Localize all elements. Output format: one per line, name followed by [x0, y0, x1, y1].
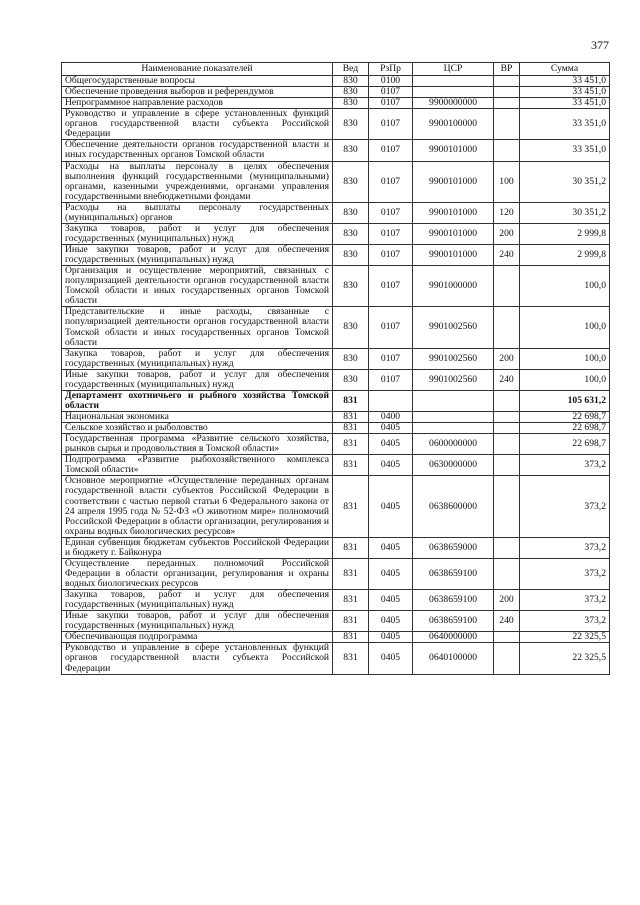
- cell-name: Закупка товаров, работ и услуг для обеспечения государственных (муниципальных) нужд: [62, 348, 333, 369]
- cell-name: Обеспечение проведения выборов и референдумов: [62, 87, 333, 98]
- cell-rzpr: 0107: [369, 307, 413, 348]
- cell-sum: 22 325,5: [520, 643, 610, 674]
- cell-csr: 9900101000: [413, 161, 494, 202]
- cell-ved: 831: [333, 611, 369, 632]
- cell-rzpr: 0107: [369, 109, 413, 140]
- table-row: [62, 455, 610, 476]
- cell-name: Иные закупки товаров, работ и услуг для обеспечения государственных (муниципальных) нужд: [62, 369, 333, 390]
- cell-vr: 240: [494, 369, 520, 390]
- cell-ved: 831: [333, 558, 369, 589]
- cell-vr: 120: [494, 202, 520, 223]
- table-row: [62, 87, 610, 98]
- cell-rzpr: 0107: [369, 266, 413, 307]
- cell-name: Закупка товаров, работ и услуг для обеспечения государственных (муниципальных) нужд: [62, 590, 333, 611]
- cell-rzpr: 0107: [369, 223, 413, 244]
- cell-rzpr: 0405: [369, 611, 413, 632]
- cell-sum: 373,2: [520, 537, 610, 558]
- cell-rzpr: 0405: [369, 632, 413, 643]
- table-row: [62, 98, 610, 109]
- table-row: [62, 76, 610, 87]
- header-ved: Вед: [333, 63, 369, 76]
- table-row: [62, 266, 610, 307]
- cell-vr: [494, 537, 520, 558]
- table-row: [62, 245, 610, 266]
- cell-rzpr: 0405: [369, 455, 413, 476]
- table-row: [62, 369, 610, 390]
- cell-name: Расходы на выплаты персоналу государственных (муниципальных) органов: [62, 202, 333, 223]
- cell-name: Представительские и иные расходы, связанные с популяризацией деятельности органов государственной власти Томской области и иных государственных органов Томской области: [62, 307, 333, 348]
- cell-rzpr: 0405: [369, 537, 413, 558]
- table-row: [62, 558, 610, 589]
- cell-vr: [494, 390, 520, 411]
- cell-sum: 30 351,2: [520, 161, 610, 202]
- cell-rzpr: 0100: [369, 76, 413, 87]
- cell-sum: 100,0: [520, 266, 610, 307]
- table-row: [62, 307, 610, 348]
- cell-csr: 9900100000: [413, 109, 494, 140]
- cell-name: Общегосударственные вопросы: [62, 76, 333, 87]
- cell-sum: 373,2: [520, 611, 610, 632]
- cell-rzpr: 0405: [369, 590, 413, 611]
- header-name: Наименование показателей: [62, 63, 333, 76]
- cell-ved: 830: [333, 109, 369, 140]
- cell-rzpr: 0107: [369, 348, 413, 369]
- cell-sum: 105 631,2: [520, 390, 610, 411]
- cell-ved: 831: [333, 537, 369, 558]
- cell-csr: 0638600000: [413, 476, 494, 537]
- table-row: [62, 643, 610, 674]
- header-rzpr: РзПр: [369, 63, 413, 76]
- cell-name: Осуществление переданных полномочий Российской Федерации в области организации, регулирования и охраны водных биологических ресурсов: [62, 558, 333, 589]
- cell-sum: 373,2: [520, 455, 610, 476]
- cell-name: Сельское хозяйство и рыболовство: [62, 423, 333, 434]
- table-row: [62, 390, 610, 411]
- cell-name: Обеспечивающая подпрограмма: [62, 632, 333, 643]
- cell-rzpr: 0107: [369, 140, 413, 161]
- cell-csr: 0638659000: [413, 537, 494, 558]
- cell-rzpr: 0405: [369, 558, 413, 589]
- cell-ved: 831: [333, 632, 369, 643]
- cell-ved: 830: [333, 98, 369, 109]
- cell-vr: 200: [494, 223, 520, 244]
- cell-ved: 830: [333, 140, 369, 161]
- cell-ved: 830: [333, 161, 369, 202]
- header-sum: Сумма: [520, 63, 610, 76]
- table-row: [62, 223, 610, 244]
- cell-ved: 830: [333, 223, 369, 244]
- cell-vr: [494, 412, 520, 423]
- cell-vr: [494, 476, 520, 537]
- cell-csr: 9901002560: [413, 307, 494, 348]
- cell-ved: 831: [333, 590, 369, 611]
- cell-ved: 830: [333, 76, 369, 87]
- cell-vr: [494, 266, 520, 307]
- cell-ved: 831: [333, 643, 369, 674]
- cell-sum: 33 351,0: [520, 140, 610, 161]
- cell-vr: 200: [494, 590, 520, 611]
- table-row: [62, 109, 610, 140]
- cell-name: Обеспечение деятельности органов государственной власти и иных государственных органов Томской области: [62, 140, 333, 161]
- cell-csr: 9901002560: [413, 369, 494, 390]
- cell-sum: 33 451,0: [520, 76, 610, 87]
- cell-vr: 240: [494, 245, 520, 266]
- cell-name: Департамент охотничьего и рыбного хозяйства Томской области: [62, 390, 333, 411]
- cell-rzpr: 0107: [369, 202, 413, 223]
- cell-name: Национальная экономика: [62, 412, 333, 423]
- cell-ved: 831: [333, 476, 369, 537]
- cell-rzpr: 0107: [369, 245, 413, 266]
- cell-sum: 22 698,7: [520, 434, 610, 455]
- cell-ved: 831: [333, 423, 369, 434]
- cell-rzpr: 0400: [369, 412, 413, 423]
- table-row: [62, 476, 610, 537]
- budget-table: [61, 62, 610, 675]
- cell-ved: 830: [333, 348, 369, 369]
- cell-csr: 0638659100: [413, 558, 494, 589]
- cell-csr: 9901002560: [413, 348, 494, 369]
- cell-csr: [413, 412, 494, 423]
- cell-vr: 200: [494, 348, 520, 369]
- cell-vr: [494, 632, 520, 643]
- cell-csr: 0640000000: [413, 632, 494, 643]
- cell-vr: [494, 558, 520, 589]
- cell-ved: 830: [333, 245, 369, 266]
- cell-rzpr: 0405: [369, 434, 413, 455]
- cell-csr: 0600000000: [413, 434, 494, 455]
- table-row: [62, 423, 610, 434]
- cell-sum: 22 325,5: [520, 632, 610, 643]
- cell-vr: 100: [494, 161, 520, 202]
- cell-name: Расходы на выплаты персоналу в целях обеспечения выполнения функций государственными (муниципальными) органами, казенными учреждениями, органами управления государственными внебюджетными фондами: [62, 161, 333, 202]
- cell-ved: 830: [333, 202, 369, 223]
- cell-vr: [494, 109, 520, 140]
- cell-ved: 831: [333, 412, 369, 423]
- cell-vr: [494, 140, 520, 161]
- cell-ved: 831: [333, 390, 369, 411]
- cell-ved: 830: [333, 307, 369, 348]
- cell-sum: 22 698,7: [520, 423, 610, 434]
- table-row: [62, 632, 610, 643]
- cell-csr: 9900101000: [413, 202, 494, 223]
- cell-sum: 373,2: [520, 590, 610, 611]
- cell-csr: 0638659100: [413, 590, 494, 611]
- cell-ved: 831: [333, 434, 369, 455]
- cell-ved: 830: [333, 87, 369, 98]
- cell-csr: 0640100000: [413, 643, 494, 674]
- cell-name: Иные закупки товаров, работ и услуг для обеспечения государственных (муниципальных) нужд: [62, 245, 333, 266]
- cell-csr: [413, 423, 494, 434]
- cell-sum: 2 999,8: [520, 223, 610, 244]
- cell-rzpr: 0107: [369, 369, 413, 390]
- cell-csr: 9900101000: [413, 140, 494, 161]
- cell-csr: 9901000000: [413, 266, 494, 307]
- cell-vr: 240: [494, 611, 520, 632]
- cell-sum: 373,2: [520, 558, 610, 589]
- cell-csr: [413, 390, 494, 411]
- table-row: [62, 611, 610, 632]
- cell-csr: 0630000000: [413, 455, 494, 476]
- cell-name: Руководство и управление в сфере установленных функций органов государственной власти субъекта Российской Федерации: [62, 643, 333, 674]
- table-row: [62, 412, 610, 423]
- table-row: [62, 590, 610, 611]
- cell-sum: 100,0: [520, 369, 610, 390]
- table-row: [62, 140, 610, 161]
- cell-csr: 9900101000: [413, 223, 494, 244]
- cell-sum: 100,0: [520, 348, 610, 369]
- cell-name: Закупка товаров, работ и услуг для обеспечения государственных (муниципальных) нужд: [62, 223, 333, 244]
- cell-rzpr: 0405: [369, 476, 413, 537]
- cell-rzpr: 0107: [369, 161, 413, 202]
- cell-name: Подпрограмма «Развитие рыбохозяйственного комплекса Томской области»: [62, 455, 333, 476]
- cell-rzpr: 0405: [369, 643, 413, 674]
- cell-name: Иные закупки товаров, работ и услуг для обеспечения государственных (муниципальных) нужд: [62, 611, 333, 632]
- cell-ved: 830: [333, 369, 369, 390]
- cell-sum: 100,0: [520, 307, 610, 348]
- cell-vr: [494, 98, 520, 109]
- cell-rzpr: 0107: [369, 98, 413, 109]
- cell-name: Единая субвенция бюджетам субъектов Российской Федерации и бюджету г. Байконура: [62, 537, 333, 558]
- cell-rzpr: 0405: [369, 423, 413, 434]
- cell-rzpr: 0107: [369, 87, 413, 98]
- header-vr: ВР: [494, 63, 520, 76]
- table-header-row: [62, 63, 610, 76]
- cell-vr: [494, 307, 520, 348]
- header-csr: ЦСР: [413, 63, 494, 76]
- table-row: [62, 161, 610, 202]
- table-row: [62, 348, 610, 369]
- cell-name: Непрограммное направление расходов: [62, 98, 333, 109]
- cell-vr: [494, 434, 520, 455]
- cell-csr: [413, 76, 494, 87]
- cell-ved: 830: [333, 266, 369, 307]
- cell-vr: [494, 643, 520, 674]
- cell-name: Основное мероприятие «Осуществление переданных органам государственной власти субъектов Российской Федерации в соответствии с частью первой статьи 6 Федерального закона от 24 апреля 1995 года № 52-ФЗ «О животном мире» полномочий Российской Федерации в области организации, регулирования и охраны водных биологических ресурсов»: [62, 476, 333, 537]
- cell-sum: 33 351,0: [520, 109, 610, 140]
- cell-name: Государственная программа «Развитие сельского хозяйства, рынков сырья и продовольствия в Томской области»: [62, 434, 333, 455]
- cell-sum: 2 999,8: [520, 245, 610, 266]
- cell-name: Руководство и управление в сфере установленных функций органов государственной власти субъекта Российской Федерации: [62, 109, 333, 140]
- table-row: [62, 434, 610, 455]
- cell-csr: 9900000000: [413, 98, 494, 109]
- cell-sum: 33 451,0: [520, 98, 610, 109]
- cell-vr: [494, 76, 520, 87]
- cell-vr: [494, 423, 520, 434]
- cell-ved: 831: [333, 455, 369, 476]
- cell-sum: 33 451,0: [520, 87, 610, 98]
- cell-sum: 30 351,2: [520, 202, 610, 223]
- cell-name: Организация и осуществление мероприятий, связанных с популяризацией деятельности органов государственной власти Томской области и иных государственных органов Томской области: [62, 266, 333, 307]
- cell-sum: 22 698,7: [520, 412, 610, 423]
- cell-vr: [494, 87, 520, 98]
- table-row: [62, 202, 610, 223]
- page-number: 377: [591, 38, 609, 52]
- cell-csr: 9900101000: [413, 245, 494, 266]
- cell-rzpr: [369, 390, 413, 411]
- table-row: [62, 537, 610, 558]
- cell-vr: [494, 455, 520, 476]
- cell-sum: 373,2: [520, 476, 610, 537]
- cell-csr: 0638659100: [413, 611, 494, 632]
- cell-csr: [413, 87, 494, 98]
